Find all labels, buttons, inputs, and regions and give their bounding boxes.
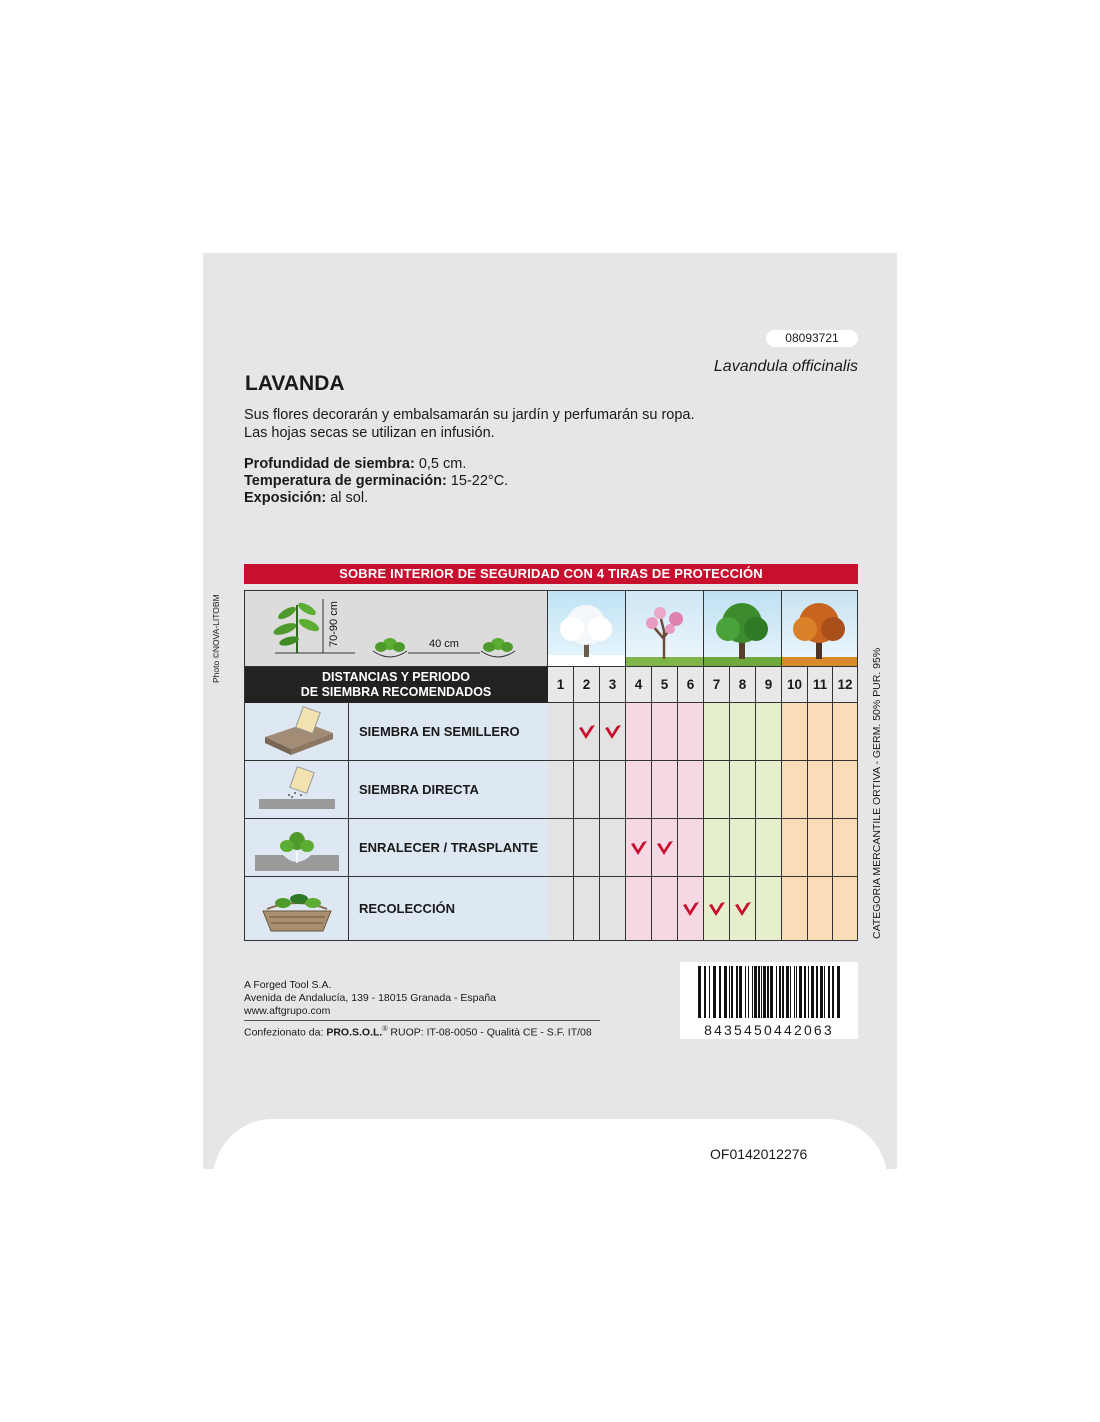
barcode-bar	[729, 966, 730, 1018]
task-label: SIEMBRA DIRECTA	[349, 761, 548, 819]
barcode-bar	[824, 966, 825, 1018]
barcode-bar	[828, 966, 830, 1018]
checkmark-icon	[603, 722, 623, 742]
plant-spacing-illustration	[245, 591, 547, 666]
barcode-bar	[799, 966, 802, 1018]
barcode-bar	[739, 966, 742, 1018]
calendar-cell	[756, 761, 782, 819]
calendar-cell	[808, 703, 833, 761]
batch-number: OF0142012276	[710, 1146, 808, 1162]
divider	[244, 1020, 600, 1021]
barcode-number: 8435450442063	[704, 1022, 834, 1038]
barcode-bar	[763, 966, 766, 1018]
calendar-cell	[626, 761, 652, 819]
barcode-bar	[816, 966, 818, 1018]
calendar-cell	[548, 761, 574, 819]
month-header: 8	[730, 667, 756, 703]
transplant-icon	[244, 819, 349, 877]
month-header: 6	[678, 667, 704, 703]
calendar-cell	[626, 877, 652, 941]
barcode	[680, 962, 858, 1039]
page-title: LAVANDA	[245, 372, 345, 395]
checkmark-icon	[577, 722, 597, 742]
photo-credit: Photo ©NOVA-LITOBM	[211, 594, 221, 683]
calendar-cell	[833, 703, 858, 761]
direct-sowing-icon	[244, 761, 349, 819]
month-header: 1	[548, 667, 574, 703]
barcode-bar	[782, 966, 784, 1018]
task-label: ENRALECER / TRASPLANTE	[349, 819, 548, 877]
calendar-cell	[574, 877, 600, 941]
barcode-bar	[745, 966, 746, 1018]
calendar-cell	[548, 703, 574, 761]
description	[244, 406, 804, 442]
company-info	[244, 979, 496, 1018]
small-plant-icon	[481, 638, 515, 657]
barcode-bar	[713, 966, 716, 1018]
barcode-bar	[837, 966, 840, 1018]
calendar-cell	[652, 877, 678, 941]
sowing-calendar	[244, 590, 858, 941]
calendar-cell	[600, 819, 626, 877]
barcode-bar	[758, 966, 760, 1018]
plant-height-label: 70-90 cm	[328, 601, 340, 647]
calendar-cell	[756, 703, 782, 761]
barcode-bar	[754, 966, 757, 1018]
calendar-cell	[756, 877, 782, 941]
calendar-cell	[678, 819, 704, 877]
calendar-cell	[548, 877, 574, 941]
month-header: 10	[782, 667, 808, 703]
barcode-bar	[767, 966, 769, 1018]
task-label: RECOLECCIÓN	[349, 877, 548, 941]
harvest-basket-icon	[244, 877, 349, 941]
barcode-bar	[731, 966, 733, 1018]
barcode-bar	[808, 966, 809, 1018]
month-header: 4	[626, 667, 652, 703]
calendar-cell	[782, 819, 808, 877]
calendar-cell	[574, 703, 600, 761]
calendar-cell	[833, 819, 858, 877]
calendar-cell	[704, 819, 730, 877]
calendar-cell	[808, 877, 833, 941]
barcode-bar	[811, 966, 814, 1018]
calendar-cell	[756, 819, 782, 877]
seed-category-text: CATEGORIA MERCANTILE ORTIVA - GERM. 50% PUR. 95%	[871, 647, 883, 939]
spec-temperature: Temperatura de germinación: 15-22°C.	[244, 473, 509, 489]
calendar-cell	[574, 819, 600, 877]
company-website: www.aftgrupo.com	[244, 1005, 331, 1017]
barcode-bar	[804, 966, 806, 1018]
description-line: Las hojas secas se utilizan en infusión.	[244, 425, 495, 441]
barcode-bars	[680, 962, 858, 1022]
small-plant-icon	[373, 638, 407, 657]
checkmark-icon	[733, 899, 753, 919]
calendar-cell	[548, 819, 574, 877]
description-line: Sus flores decorarán y embalsamarán su jardín y perfumarán su ropa.	[244, 407, 695, 423]
calendar-cell	[730, 819, 756, 877]
barcode-bar	[786, 966, 789, 1018]
winter-tree-icon	[548, 590, 626, 667]
calendar-cell	[833, 761, 858, 819]
seed-tray-icon	[244, 703, 349, 761]
seed-packet-back	[203, 253, 897, 1169]
plant-spacing-label: 40 cm	[429, 638, 459, 650]
barcode-bar	[790, 966, 791, 1018]
product-code: 08093721	[766, 330, 858, 347]
barcode-bar	[794, 966, 795, 1018]
calendar-cell	[730, 877, 756, 941]
month-header: 3	[600, 667, 626, 703]
calendar-cell	[574, 761, 600, 819]
barcode-bar	[832, 966, 834, 1018]
calendar-cell	[782, 703, 808, 761]
calendar-cell	[730, 761, 756, 819]
company-name: A Forged Tool S.A.	[244, 979, 332, 991]
month-header: 11	[808, 667, 833, 703]
barcode-bar	[770, 966, 773, 1018]
barcode-bar	[748, 966, 749, 1018]
sowing-specs	[244, 456, 508, 507]
month-header: 7	[704, 667, 730, 703]
barcode-bar	[752, 966, 753, 1018]
calendar-cell	[652, 819, 678, 877]
spring-tree-icon	[626, 590, 704, 667]
month-header: 5	[652, 667, 678, 703]
barcode-bar	[736, 966, 738, 1018]
barcode-bar	[779, 966, 781, 1018]
calendar-cell	[730, 703, 756, 761]
barcode-bar	[709, 966, 710, 1018]
month-header: 12	[833, 667, 858, 703]
calendar-cell	[808, 761, 833, 819]
calendar-cell	[704, 761, 730, 819]
calendar-cell	[808, 819, 833, 877]
calendar-cell	[652, 761, 678, 819]
barcode-bar	[796, 966, 797, 1018]
calendar-cell	[600, 877, 626, 941]
packer-info: Confezionato da: PRO.S.O.L.® RUOP: IT-08-0050 - Qualità CE - S.F. IT/08	[244, 1026, 592, 1039]
barcode-bar	[761, 966, 762, 1018]
calendar-cell	[678, 703, 704, 761]
company-address: Avenida de Andalucía, 139 - 18015 Granada - España	[244, 992, 496, 1004]
calendar-cell	[782, 761, 808, 819]
barcode-bar	[704, 966, 706, 1018]
checkmark-icon	[629, 838, 649, 858]
task-label: SIEMBRA EN SEMILLERO	[349, 703, 548, 761]
calendar-cell	[678, 877, 704, 941]
calendar-cell	[704, 703, 730, 761]
calendar-cell	[704, 877, 730, 941]
barcode-bar	[776, 966, 777, 1018]
summer-tree-icon	[704, 590, 782, 667]
calendar-cell	[626, 819, 652, 877]
security-banner: SOBRE INTERIOR DE SEGURIDAD CON 4 TIRAS DE PROTECCIÓN	[244, 564, 858, 584]
scientific-name: Lavandula officinalis	[713, 358, 858, 375]
plant-spacing-diagram	[244, 590, 548, 667]
calendar-cell	[626, 703, 652, 761]
distances-header: DISTANCIAS Y PERIODO DE SIEMBRA RECOMENDADOS	[244, 667, 548, 703]
calendar-cell	[678, 761, 704, 819]
calendar-cell	[782, 877, 808, 941]
month-header: 2	[574, 667, 600, 703]
tall-plant-icon	[272, 601, 321, 653]
spec-depth: Profundidad de siembra: 0,5 cm.	[244, 456, 467, 472]
checkmark-icon	[681, 899, 701, 919]
checkmark-icon	[707, 899, 727, 919]
barcode-bar	[698, 966, 701, 1018]
calendar-cell	[600, 703, 626, 761]
barcode-bar	[724, 966, 727, 1018]
spec-exposure: Exposición: al sol.	[244, 490, 369, 506]
autumn-tree-icon	[782, 590, 858, 667]
barcode-bar	[719, 966, 721, 1018]
barcode-bar	[820, 966, 823, 1018]
checkmark-icon	[655, 838, 675, 858]
month-header: 9	[756, 667, 782, 703]
calendar-cell	[833, 877, 858, 941]
calendar-cell	[600, 761, 626, 819]
calendar-cell	[652, 703, 678, 761]
